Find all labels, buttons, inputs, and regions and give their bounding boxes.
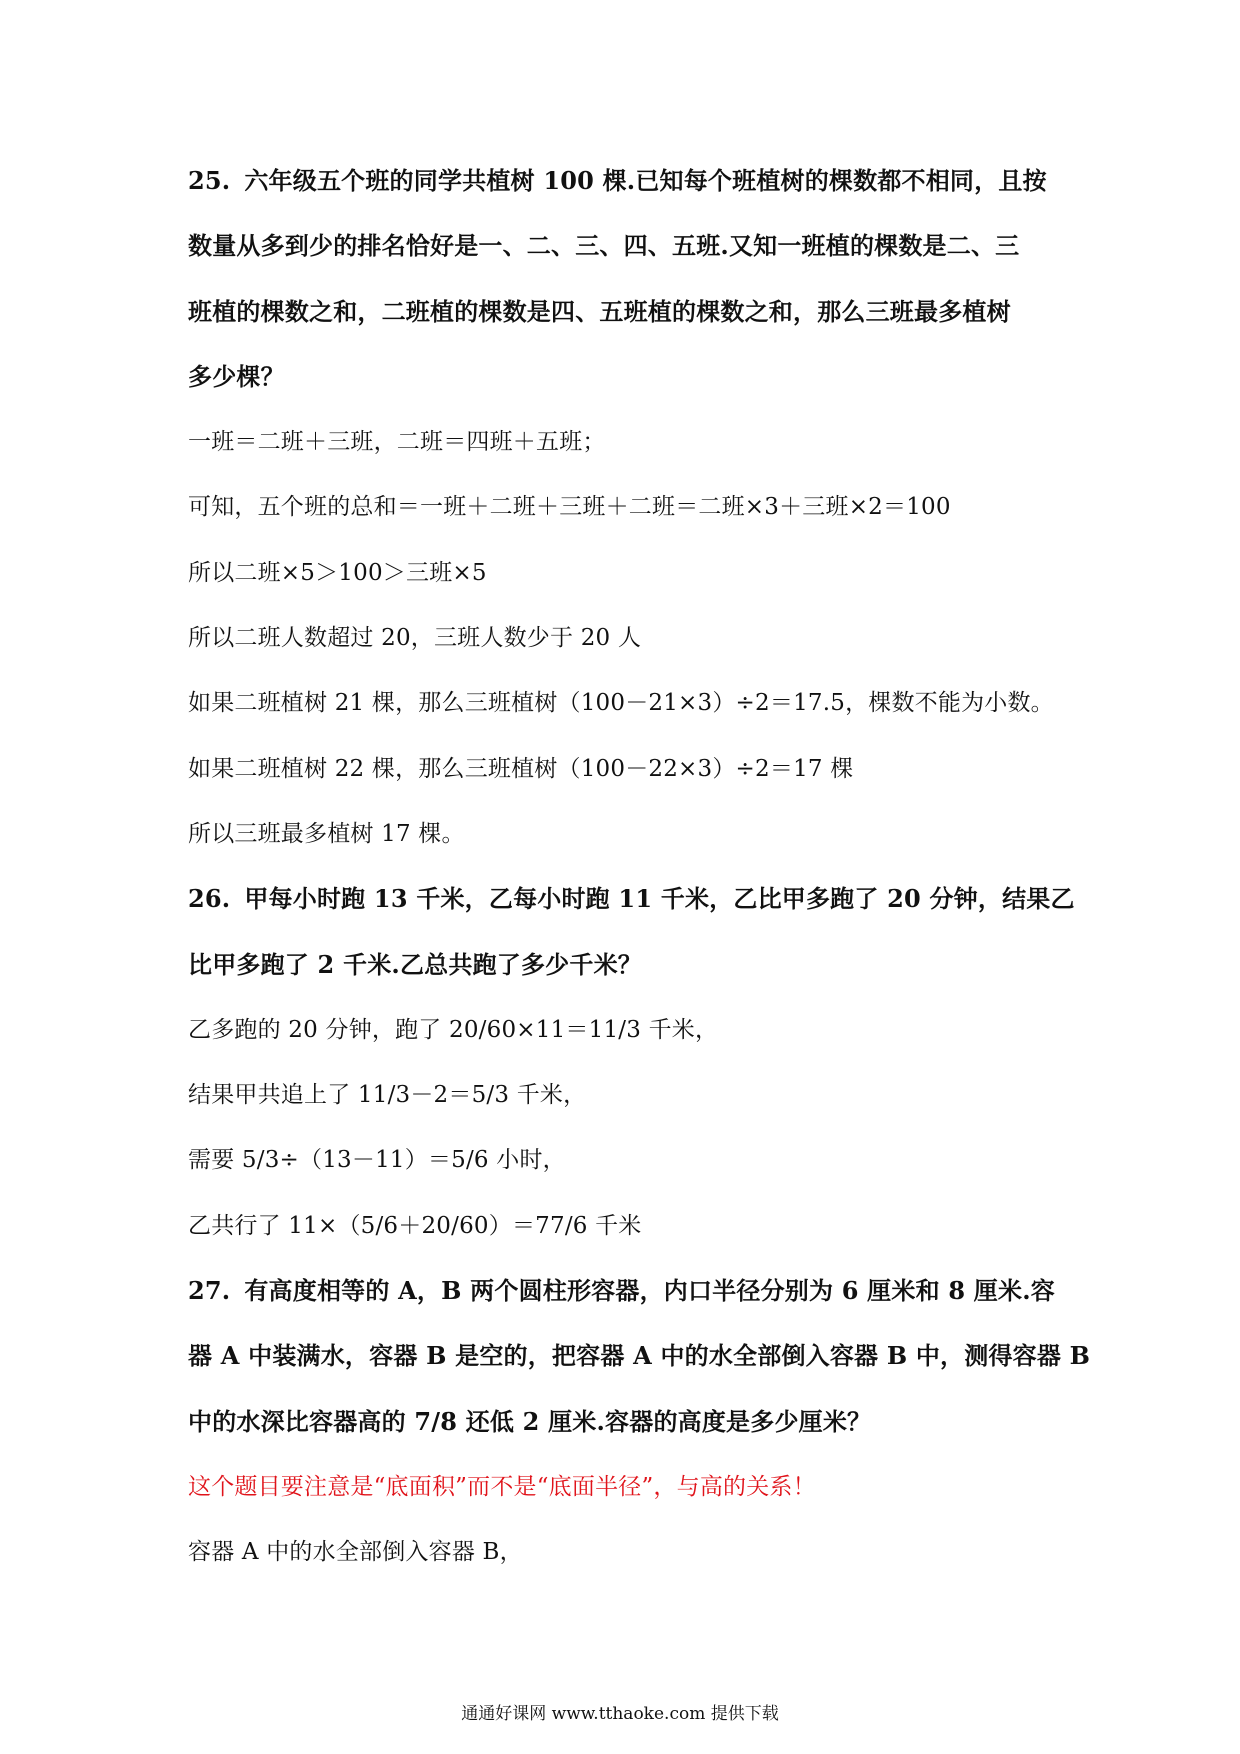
problem-27-question-line-3: 中的水深比容器高的 7/8 还低 2 厘米.容器的高度是多少厘米？ (188, 1406, 872, 1436)
problem-27-question-text-1: 有高度相等的 A，B 两个圆柱形容器，内口半径分别为 6 厘米和 8 厘米.容 (244, 1276, 1055, 1306)
problem-25-question-line-3: 班植的棵数之和，二班植的棵数是四、五班植的棵数之和，那么三班最多植树 (188, 296, 1011, 326)
problem-25-question-line-2: 数量从多到少的排名恰好是一、二、三、四、五班.又知一班植的棵数是二、三 (188, 231, 1020, 261)
problem-26-solution-line-4: 乙共行了 11×（5/6＋20/60）＝77/6 千米 (188, 1212, 642, 1239)
problem-27-solution-line-1: 容器 A 中的水全部倒入容器 B， (188, 1539, 523, 1566)
problem-25-number: 25. (188, 166, 231, 195)
problem-27-number: 27. (188, 1276, 231, 1306)
problem-26-solution-line-3: 需要 5/3÷（13－11）＝5/6 小时， (188, 1147, 566, 1174)
page-content (188, 158, 1091, 1595)
problem-26-solution-line-1: 乙多跑的 20 分钟，跑了 20/60×11＝11/3 千米， (188, 1016, 719, 1043)
problem-26-solution-line-2: 结果甲共追上了 11/3－2＝5/3 千米， (188, 1082, 587, 1109)
problem-25-solution-line-4: 所以二班人数超过 20，三班人数少于 20 人 (188, 625, 642, 652)
problem-26-question-line-1 (188, 876, 1075, 941)
problem-26-question-text-1: 甲每小时跑 13 千米，乙每小时跑 11 千米，乙比甲多跑了 20 分钟，结果乙 (244, 884, 1075, 914)
problem-26-number: 26. (188, 884, 231, 914)
problem-25-solution-line-5: 如果二班植树 21 棵，那么三班植树（100－21×3）÷2＝17.5，棵数不能为小数。 (188, 690, 1054, 717)
problem-25-solution-line-2: 可知，五个班的总和＝一班＋二班＋三班＋二班＝二班×3＋三班×2＝100 (188, 494, 951, 521)
problem-25-solution-line-1: 一班＝二班＋三班，二班＝四班＋五班； (188, 429, 606, 456)
problem-25-question-text-1: 六年级五个班的同学共植树 100 棵.已知每个班植树的棵数都不相同，且按 (244, 166, 1047, 195)
problem-26-question-line-2: 比甲多跑了 2 千米.乙总共跑了多少千米？ (188, 949, 642, 979)
problem-27-question-line-2: 器 A 中装满水，容器 B 是空的，把容器 A 中的水全部倒入容器 B 中，测得容器 B (188, 1341, 1091, 1371)
problem-25-solution-line-3: 所以二班×5＞100＞三班×5 (188, 559, 487, 586)
problem-27-note: 这个题目要注意是“底面积”而不是“底面半径”，与高的关系！ (188, 1473, 816, 1500)
problem-25-solution-line-7: 所以三班最多植树 17 棵。 (188, 820, 465, 847)
problem-27-question-line-1 (188, 1268, 1068, 1333)
problem-25-question-line-1 (188, 158, 1068, 223)
problem-25-solution-line-6: 如果二班植树 22 棵，那么三班植树（100－22×3）÷2＝17 棵 (188, 755, 854, 782)
page-footer: 通通好课网 www.tthaoke.com 提供下载 (461, 1704, 779, 1724)
problem-25-question-line-4: 多少棵？ (188, 361, 285, 391)
